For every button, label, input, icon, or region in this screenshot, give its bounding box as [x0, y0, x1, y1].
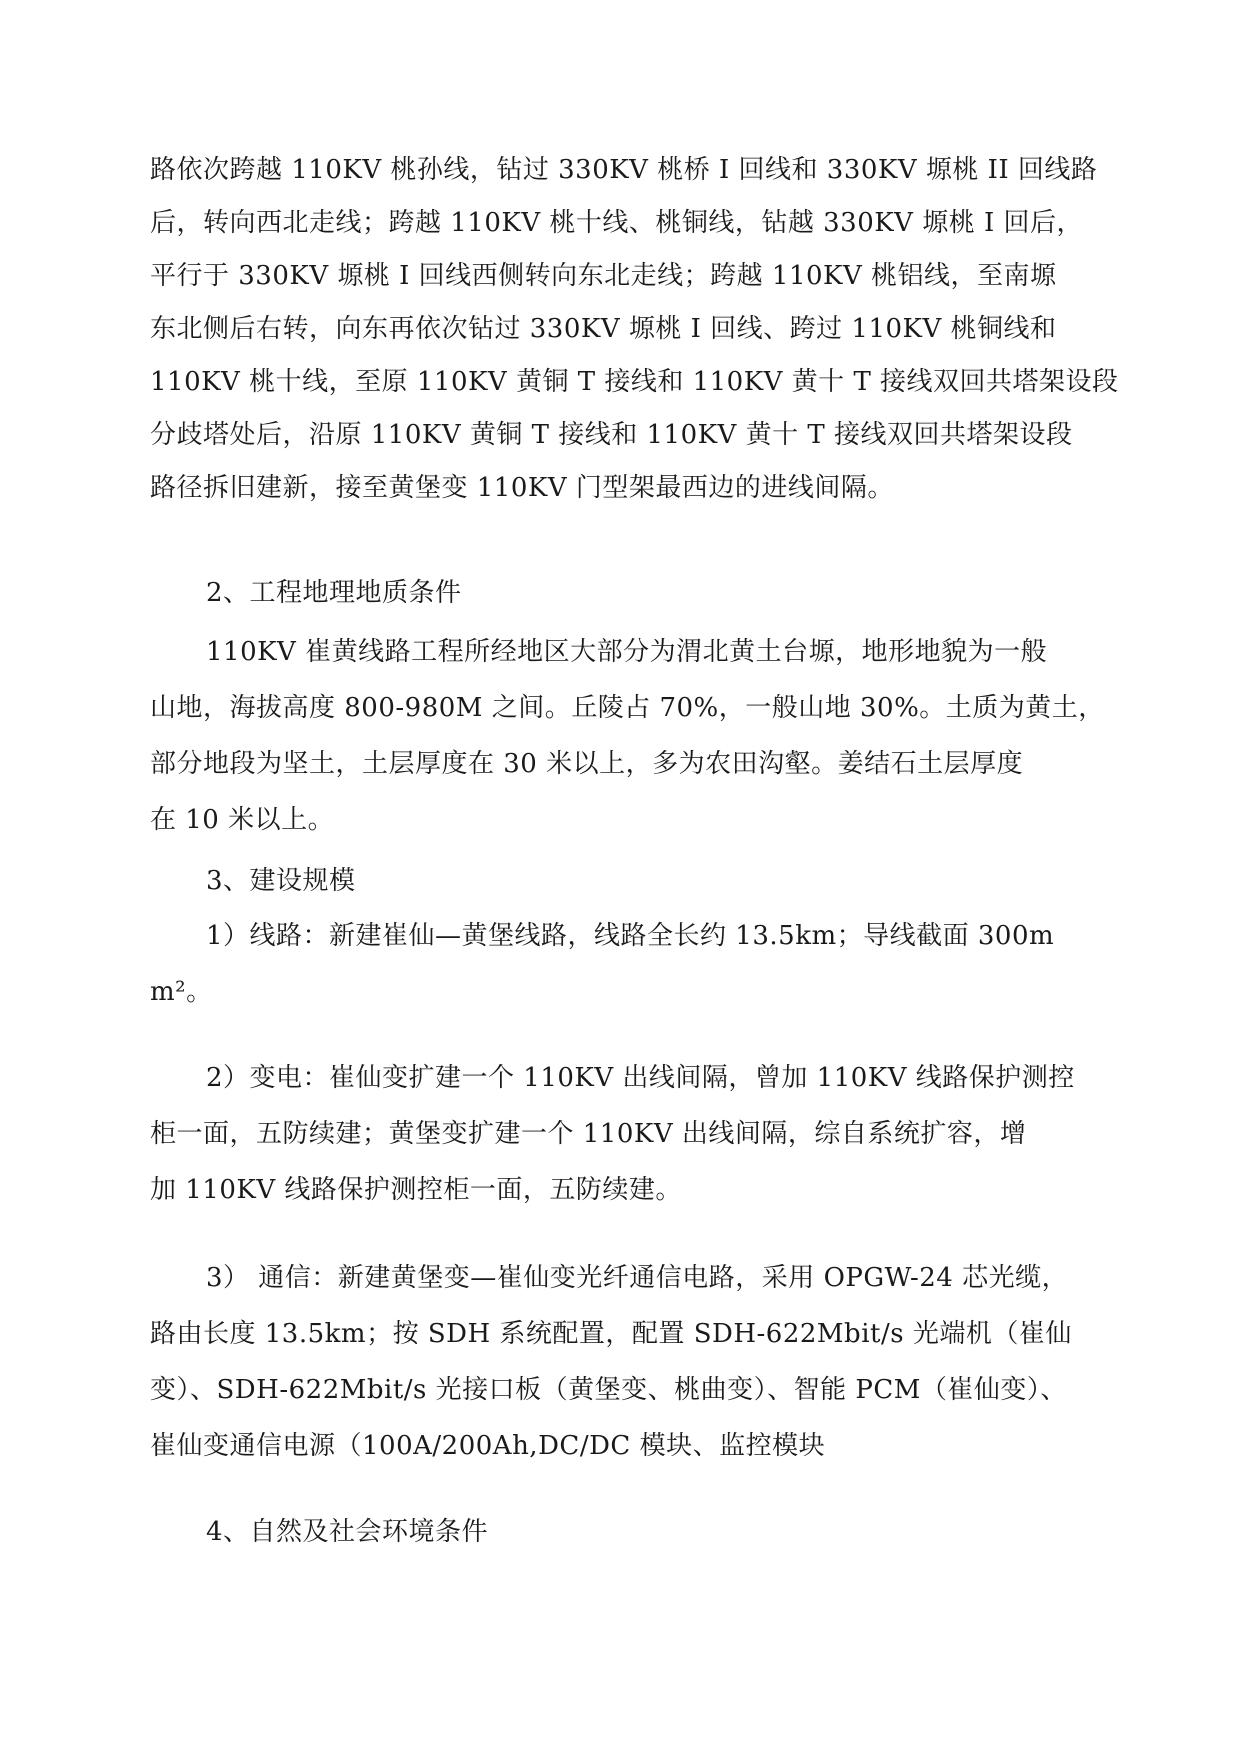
paragraph-line: 加 110KV 线路保护测控柜一面，五防续建。	[150, 1175, 682, 1205]
paragraph-line: 变）、SDH-622Mbit/s 光接口板（黄堡变、桃曲变）、智能 PCM（崔仙变）、	[150, 1375, 1067, 1405]
section-heading: 3、建设规模	[206, 866, 356, 896]
paragraph-line: m²。	[150, 977, 213, 1007]
paragraph-line: 部分地段为坚土，土层厚度在 30 米以上，多为农田沟壑。姜结石土层厚度	[150, 749, 1024, 779]
paragraph-line: 3） 通信：新建黄堡变—崔仙变光纤通信电路，采用 OPGW-24 芯光缆，	[206, 1263, 1069, 1293]
paragraph-line: 2）变电：崔仙变扩建一个 110KV 出线间隔，曾加 110KV 线路保护测控	[206, 1063, 1075, 1093]
paragraph-line: 东北侧后右转，向东再依次钻过 330KV 塬桃 I 回线、跨过 110KV 桃铜线和	[150, 314, 1057, 344]
paragraph-line: 110KV 桃十线，至原 110KV 黄铜 T 接线和 110KV 黄十 T 接线双回共塔架设段	[150, 367, 1119, 397]
paragraph-line: 路径拆旧建新，接至黄堡变 110KV 门型架最西边的进线间隔。	[150, 473, 894, 503]
paragraph-line: 110KV 崔黄线路工程所经地区大部分为渭北黄土台塬，地形地貌为一般	[206, 637, 1048, 667]
paragraph-line: 后，转向西北走线；跨越 110KV 桃十线、桃铜线，钻越 330KV 塬桃 I 回后，	[150, 208, 1084, 238]
paragraph-line: 分歧塔处后，沿原 110KV 黄铜 T 接线和 110KV 黄十 T 接线双回共塔架设段	[150, 420, 1073, 450]
paragraph-line: 平行于 330KV 塬桃 I 回线西侧转向东北走线；跨越 110KV 桃铝线，至南塬	[150, 261, 1057, 291]
paragraph-line: 山地，海拔高度 800-980M 之间。丘陵占 70%，一般山地 30%。土质为黄土，	[150, 693, 1105, 723]
paragraph-line: 柜一面，五防续建；黄堡变扩建一个 110KV 出线间隔，综自系统扩容，增	[150, 1119, 1027, 1149]
paragraph-line: 崔仙变通信电源（100A/200Ah,DC/DC 模块、监控模块	[150, 1431, 826, 1461]
section-heading: 2、工程地理地质条件	[206, 578, 462, 608]
section-heading: 4、自然及社会环境条件	[206, 1517, 489, 1547]
paragraph-line: 1）线路：新建崔仙—黄堡线路，线路全长约 13.5km；导线截面 300m	[206, 921, 1055, 951]
paragraph-line: 路由长度 13.5km；按 SDH 系统配置，配置 SDH-622Mbit/s 光端机（崔仙	[150, 1319, 1072, 1349]
paragraph-line: 在 10 米以上。	[150, 805, 335, 835]
paragraph-line: 路依次跨越 110KV 桃孙线，钻过 330KV 桃桥 I 回线和 330KV 塬桃 II 回线路	[150, 155, 1098, 185]
